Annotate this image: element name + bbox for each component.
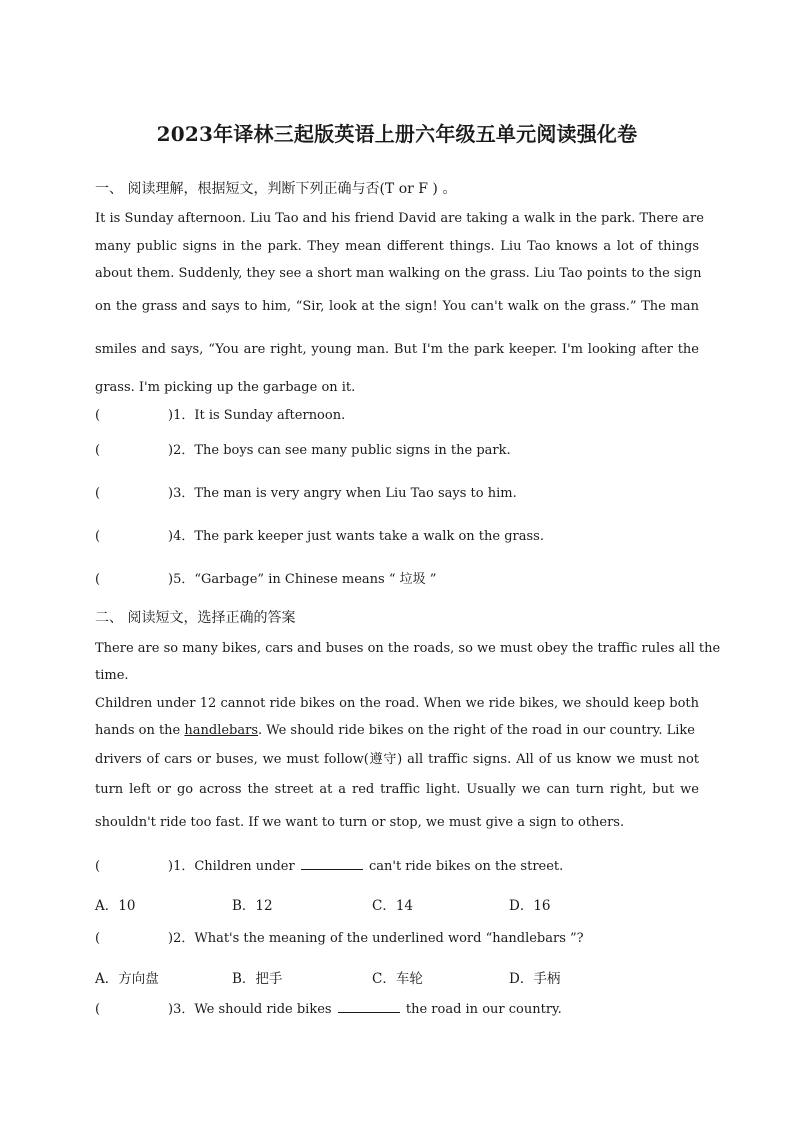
section1-passage-line: It is Sunday afternoon. Liu Tao and his friend David are taking a walk in the park. There are [95, 211, 704, 226]
answer-bracket: ( [95, 529, 101, 544]
answer-blank [301, 857, 363, 870]
section1-passage-line: many public signs in the park. They mean different things. Liu Tao knows a lot of things [95, 239, 699, 254]
answer-blank [338, 1000, 400, 1013]
passage-text: . We should ride bikes on the right of the road in our country. Like [258, 723, 695, 738]
page-title: 2023年译林三起版英语上册六年级五单元阅读强化卷 [156, 122, 638, 146]
mc-question-3 [95, 1000, 699, 1019]
answer-bracket: ( [95, 408, 101, 423]
answer-bracket: ( [95, 1002, 101, 1017]
option-a: A．方向盘 [95, 971, 159, 987]
option-d: D．手柄 [509, 971, 561, 987]
question-text: )1．It is Sunday afternoon. [168, 408, 346, 423]
question-text: )4．The park keeper just wants take a walk on the grass. [168, 529, 544, 544]
section1-passage-line: on the grass and says to him, “Sir, look at the sign! You can't walk on the grass.” The man [95, 299, 699, 314]
passage-text: hands on the [95, 723, 185, 738]
section2-passage-line: There are so many bikes, cars and buses on the roads, so we must obey the traffic rules all the [95, 641, 721, 656]
section2-passage-line: drivers of cars or buses, we must follow(遵守) all traffic signs. All of us know we must not [95, 752, 699, 767]
tf-question-5 [95, 571, 699, 589]
mc-question-2 [95, 930, 699, 948]
question-text: )2．The boys can see many public signs in the park. [168, 443, 511, 458]
section2-heading: 二、 阅读短文，选择正确的答案 [95, 610, 296, 626]
option-c: C．车轮 [372, 971, 423, 987]
option-b: B．12 [232, 898, 273, 914]
answer-bracket: ( [95, 443, 101, 458]
question-text: )3．We should ride bikes [168, 1002, 332, 1017]
answer-bracket: ( [95, 859, 101, 874]
answer-bracket: ( [95, 486, 101, 501]
question-text: )3．The man is very angry when Liu Tao says to him. [168, 486, 517, 501]
answer-bracket: ( [95, 931, 101, 946]
question-text: can't ride bikes on the street. [368, 859, 564, 874]
underlined-word: handlebars [184, 723, 259, 738]
section1-passage-line: grass. I'm picking up the garbage on it. [95, 380, 356, 395]
section2-passage-line: shouldn't ride too fast. If we want to turn or stop, we must give a sign to others. [95, 815, 625, 830]
section1-heading: 一、 阅读理解，根据短文，判断下列正确与否(T or F ) 。 [95, 181, 457, 197]
question-text: )5．“Garbage” in Chinese means “ 垃圾 ” [168, 572, 437, 587]
answer-bracket: ( [95, 572, 101, 587]
section2-passage-line: turn left or go across the street at a red traffic light. Usually we can turn right, but we [95, 782, 699, 797]
tf-question-1 [95, 407, 699, 425]
question-text: )2．What's the meaning of the underlined word “handlebars ”? [168, 931, 584, 946]
section2-passage-line: Children under 12 cannot ride bikes on the road. When we ride bikes, we should keep both [95, 696, 699, 711]
question-text: the road in our country. [405, 1002, 562, 1017]
section1-passage-line: about them. Suddenly, they see a short man walking on the grass. Liu Tao points to the sign [95, 266, 702, 281]
option-d: D．16 [509, 898, 551, 914]
option-c: C．14 [372, 898, 414, 914]
question-text: )1．Children under [168, 859, 295, 874]
option-b: B．把手 [232, 971, 283, 987]
tf-question-2 [95, 442, 699, 460]
section1-passage-line: smiles and says, “You are right, young man. But I'm the park keeper. I'm looking after the [95, 342, 699, 357]
option-a: A．10 [95, 898, 136, 914]
tf-question-3 [95, 485, 699, 503]
section2-passage-line: time. [95, 668, 129, 683]
section2-passage-line [95, 722, 699, 740]
mc-question-1 [95, 857, 699, 876]
tf-question-4 [95, 528, 699, 546]
